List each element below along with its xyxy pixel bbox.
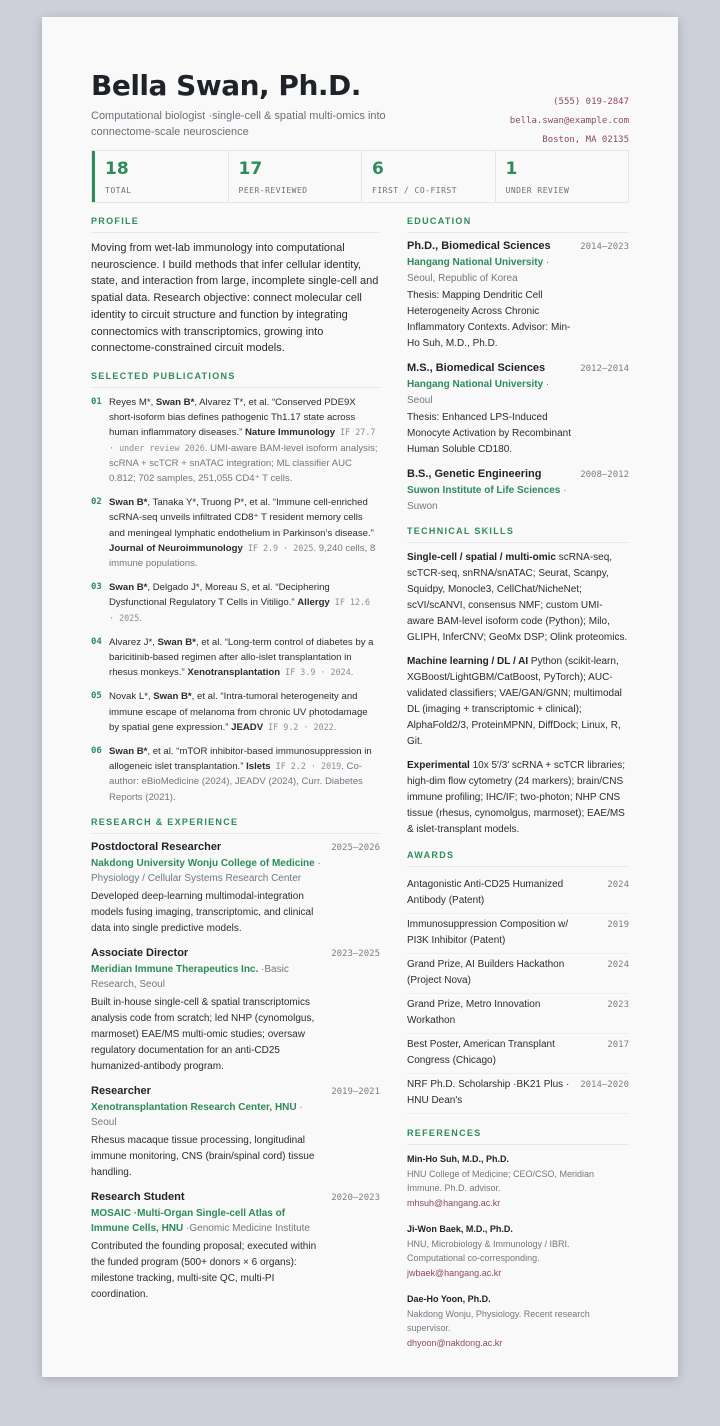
item-header — [407, 240, 629, 252]
item-title: Ph.D., Biomedical Sciences — [407, 240, 551, 252]
item-title: M.S., Biomedical Sciences — [407, 362, 546, 374]
section-title-education: EDUCATION — [407, 216, 629, 233]
resume-page — [42, 17, 678, 1377]
profile-text: Moving from wet-lab immunology into computational neuroscience. I build methods that infer cellular identity, state, and interaction from large, incomplete single-cell and spatial data. Research objective: connect molecular cell identity to circuit structure and function by integrating connectomics with transcriptomics, growing into connectome-constrained circuit models. — [91, 242, 379, 355]
publication-item — [91, 395, 380, 486]
award-item — [407, 1074, 629, 1114]
organization-name: Nakdong University Wonju College of Medicine — [91, 857, 315, 869]
item-header — [91, 1085, 380, 1097]
publication-notes: . — [350, 667, 354, 679]
publication-list — [91, 395, 380, 805]
experience-list — [91, 841, 380, 1303]
organization-detail: ·Basic Research, Seoul — [91, 963, 289, 991]
publication-number: 01 — [91, 396, 102, 407]
item-organization — [91, 1206, 326, 1237]
location: Boston, MA 02135 — [542, 135, 629, 145]
item-date: 2025–2026 — [331, 842, 380, 853]
award-year: 2014–2020 — [580, 1080, 629, 1090]
citation-title: , Alvarez T*, et al. “Conserved PDE9X short-isoform bias defines pathogenic Th1.17 state across human inflammatory diseases.” — [109, 396, 356, 439]
reference-email[interactable]: mhsuh@hangang.ac.kr — [407, 1197, 501, 1208]
award-name: Immunosuppression Composition w/ PI3K Inhibitor (Patent) — [407, 919, 569, 946]
publication-notes: . Co-author: eBioMedicine (2024), JEADV (2024), Curr. Diabetes Reports (2021). — [109, 761, 363, 803]
organization-name: MOSAIC ·Multi-Organ Single-cell Atlas of Immune Cells, HNU — [91, 1207, 286, 1235]
stat-value: 6 — [372, 159, 384, 179]
publication-item — [91, 689, 380, 735]
citation-title: , et al. “Intra-tumoral heterogeneity and immune escape of melanoma from chronic UV photodamage by spatial gene expression.” — [109, 691, 368, 733]
award-name: Grand Prize, Metro Innovation Workathon — [407, 999, 541, 1026]
item-date: 2020–2023 — [331, 1192, 380, 1203]
reference-affiliation: Nakdong Wonju, Physiology. Recent research supervisor. — [407, 1308, 590, 1333]
item-organization — [91, 1100, 326, 1131]
item-description: Developed deep-learning multimodal-integration models fusing imaging, transcriptomic, and clinical data into single predictive models. — [91, 890, 314, 934]
candidate-name: Bella Swan, Ph.D. — [91, 69, 361, 102]
education-item — [407, 240, 629, 352]
item-description: Thesis: Enhanced LPS-Induced Monocyte Activation by Recombinant Human Soluble CD180. — [407, 412, 571, 455]
skill-group — [407, 654, 629, 750]
authors-pre: Reyes M*, — [109, 396, 156, 408]
reference-name: Ji-Won Baek, M.D., Ph.D. — [407, 1224, 513, 1234]
impact-factor: IF 12.6 · 2025 — [109, 597, 371, 623]
tagline: Computational biologist ·single-cell & spatial multi-omics into connectome-scale neuroscience — [91, 110, 386, 138]
author-self: Swan B* — [157, 636, 196, 648]
publication-number: 02 — [91, 497, 102, 508]
publication-citation — [109, 495, 380, 571]
email[interactable]: bella.swan@example.com — [509, 116, 629, 126]
publication-citation — [109, 744, 380, 805]
item-header — [91, 1191, 380, 1203]
citation-title: , Tanaka Y*, Truong P*, et al. “Immune cell-enriched scRNA-seq unveils infiltrated CD8⁺ T resident memory cells and meningeal lymphatic endothelium in Parkinson’s disease.” — [109, 497, 374, 539]
skill-text: Python (scikit-learn, XGBoost/LightGBM/CatBoost, PyTorch); AUC-validated classifiers; VAE/GAN/GNN; multimodal DL (imaging + transcriptomic + clinical); AlphaFold2/3, ProteinMPNN, DiffDock; Linux, R, Git. — [407, 656, 622, 747]
award-item — [407, 994, 629, 1034]
organization-name: Meridian Immune Therapeutics Inc. — [91, 963, 259, 975]
award-year: 2024 — [607, 880, 629, 890]
item-date: 2014–2023 — [580, 242, 629, 252]
journal-name: Islets — [246, 761, 271, 773]
impact-factor: IF 2.2 · 2019 — [270, 761, 342, 772]
organization-detail: · Physiology / Cellular Systems Research Center — [91, 857, 321, 885]
skill-heading: Machine learning / DL / AI — [407, 656, 529, 667]
award-item — [407, 914, 629, 954]
item-header — [91, 841, 380, 853]
item-organization — [407, 483, 577, 514]
phone: (555) 019-2847 — [553, 97, 629, 107]
award-year: 2019 — [607, 920, 629, 930]
experience-item — [91, 1085, 380, 1181]
skills-list — [407, 550, 629, 838]
reference-item — [407, 1292, 629, 1350]
stat-label: UNDER REVIEW — [505, 186, 570, 195]
author-self: Swan B* — [155, 396, 195, 408]
award-item — [407, 874, 629, 914]
item-title: Research Student — [91, 1190, 185, 1203]
item-header — [407, 362, 629, 374]
author-self: Swan B* — [109, 745, 148, 757]
education-item — [407, 362, 629, 458]
reference-name: Dae-Ho Yoon, Ph.D. — [407, 1294, 491, 1304]
item-organization — [407, 377, 577, 408]
publication-citation — [109, 395, 380, 486]
skill-text: 10x 5′/3′ scRNA + scTCR libraries; high-dim flow cytometry (24 markers); brain/CNS immune profiling; IHC/IF; two-photon; NHP CNS tissue (rhesus, cynomolgus, marmoset); EAE/MS & islet-transplant models. — [407, 760, 625, 835]
publication-number: 04 — [91, 636, 102, 647]
item-title: B.S., Genetic Engineering — [407, 468, 542, 480]
stat-label: FIRST / CO-FIRST — [372, 186, 458, 195]
journal-name: Xenotransplantation — [187, 667, 281, 679]
experience-item — [91, 1191, 380, 1303]
citation-title: , et al. “mTOR inhibitor-based immunosuppression in allogeneic islet transplantation.” — [109, 745, 372, 773]
organization-detail: · Seoul — [407, 379, 550, 406]
left-column — [91, 216, 380, 1313]
organization-detail: · Seoul, Republic of Korea — [407, 257, 550, 284]
award-name: Best Poster, American Transplant Congress (Chicago) — [407, 1039, 555, 1066]
award-year: 2023 — [607, 1000, 629, 1010]
award-name: Grand Prize, AI Builders Hackathon (Project Nova) — [407, 959, 565, 986]
reference-name: Min-Ho Suh, M.D., Ph.D. — [407, 1154, 509, 1164]
item-date: 2023–2025 — [331, 948, 380, 959]
publication-citation — [109, 689, 380, 735]
organization-detail: · Seoul — [91, 1101, 303, 1129]
skill-group — [407, 550, 629, 646]
stat-value: 17 — [238, 159, 263, 179]
publication-notes: . UMI-aware BAM-level isoform analysis; scRNA + scTCR + snATAC integration; ML classifier AUC 0.812; 702 samples, 251,055 CD4⁺ T cells. — [109, 442, 378, 484]
awards-list — [407, 874, 629, 1114]
publication-item — [91, 495, 380, 571]
item-header — [407, 468, 629, 480]
impact-factor: IF 2.9 · 2025 — [242, 542, 314, 553]
section-title-experience: RESEARCH & EXPERIENCE — [91, 817, 380, 834]
journal-name: JEADV — [231, 721, 264, 733]
references-list — [407, 1152, 629, 1350]
publication-notes: . 9,240 cells, 8 immune populations. — [109, 542, 376, 569]
citation-title: , et al. “Long-term control of diabetes by a baricitinib-based regimen after allo-islet transplantation in rhesus monkeys.” — [109, 636, 374, 679]
item-title: Researcher — [91, 1084, 151, 1097]
author-self: Swan B* — [109, 497, 148, 509]
stat-label: PEER-REVIEWED — [238, 186, 308, 195]
item-description: Rhesus macaque tissue processing, longitudinal immune monitoring, CNS (brain/spinal cord) tissue handling. — [91, 1134, 315, 1178]
award-name: NRF Ph.D. Scholarship ·BK21 Plus · HNU Dean's — [407, 1079, 570, 1106]
item-description: Thesis: Mapping Dendritic Cell Heterogeneity Across Chronic Inflammatory Contexts. Advisor: Min-Ho Suh, M.D., Ph.D. — [407, 290, 571, 349]
skill-group — [407, 758, 629, 838]
journal-name: Journal of Neuroimmunology — [109, 542, 243, 554]
organization-name: Xenotransplantation Research Center, HNU — [91, 1101, 297, 1113]
item-description: Built in-house single-cell & spatial transcriptomics analysis code from scratch; led NHP (cynomolgus, marmoset) EAE/MS multi-omic studies; oversaw regulatory documentation for an anti-CD25 humanized-antibody program. — [91, 996, 315, 1072]
contact-block — [510, 93, 629, 150]
experience-item — [91, 841, 380, 937]
item-date: 2019–2021 — [331, 1086, 380, 1097]
item-description: Contributed the founding proposal; executed within the funded program (500+ donors × 6 organs): milestone tracking, multi-site QC, multi-PI coordination. — [91, 1240, 317, 1300]
publication-item — [91, 744, 380, 805]
authors-pre: Novak L*, — [109, 691, 154, 703]
award-name: Antagonistic Anti-CD25 Humanized Antibody (Patent) — [407, 879, 564, 906]
section-title-profile: PROFILE — [91, 216, 380, 233]
reference-item — [407, 1222, 629, 1280]
publication-citation — [109, 635, 380, 681]
author-self: Swan B* — [153, 691, 192, 703]
organization-name: Hangang National University — [407, 379, 544, 390]
impact-factor: IF 27.7 · under review 2026 — [109, 427, 376, 453]
publication-number: 03 — [91, 582, 102, 593]
skill-heading: Experimental — [407, 760, 470, 771]
publication-item — [91, 580, 380, 626]
stat-label: TOTAL — [105, 186, 132, 195]
publication-number: 06 — [91, 745, 102, 756]
section-title-references: REFERENCES — [407, 1128, 629, 1145]
item-header — [91, 947, 380, 959]
award-year: 2024 — [607, 960, 629, 970]
organization-detail: ·Genomic Medicine Institute — [183, 1223, 310, 1235]
stat-first-author — [361, 151, 495, 202]
section-title-publications: SELECTED PUBLICATIONS — [91, 371, 380, 388]
reference-item — [407, 1152, 629, 1210]
citation-title: , Delgado J*, Moreau S, et al. “Deciphering Dysfunctional Regulatory T Cells in Vitiligo.” — [109, 582, 330, 609]
impact-factor: IF 3.9 · 2024 — [280, 667, 351, 678]
skill-heading: Single-cell / spatial / multi-omic — [407, 552, 556, 563]
item-date: 2008–2012 — [580, 470, 629, 480]
award-item — [407, 954, 629, 994]
item-organization — [91, 856, 326, 887]
award-item — [407, 1034, 629, 1074]
authors-pre: Alvarez J*, — [109, 636, 158, 648]
publication-stats — [91, 150, 629, 203]
journal-name: Allergy — [297, 597, 330, 609]
item-organization — [91, 962, 326, 993]
stat-value: 18 — [105, 159, 129, 179]
reference-affiliation: HNU College of Medicine; CEO/CSO, Meridian Immune. Ph.D. advisor. — [407, 1168, 595, 1193]
stat-peer-reviewed — [228, 151, 362, 202]
stat-total — [92, 151, 228, 202]
stat-under-review — [495, 151, 629, 202]
award-year: 2017 — [607, 1040, 629, 1050]
section-title-skills: TECHNICAL SKILLS — [407, 526, 629, 543]
reference-email[interactable]: dhyoon@nakdong.ac.kr — [407, 1337, 503, 1348]
organization-name: Suwon Institute of Life Sciences — [407, 485, 561, 496]
skill-text: scRNA-seq, scTCR-seq, snRNA/snATAC; Seurat, Scanpy, Squidpy, Monocle3, CellChat/NicheNet; scVI/scANVI, consensus NMF; custom UMI-aware BAM-level isoform code (Python); Milo, GLIPH, InferCNV; GeoMx DSP; Olink proteomics. — [407, 552, 628, 643]
journal-name: Nature Immunology — [244, 427, 336, 439]
organization-name: Hangang National University — [407, 257, 544, 268]
reference-affiliation: HNU, Microbiology & Immunology / IBRI. Computational co-corresponding. — [407, 1238, 570, 1263]
organization-detail: · Suwon — [407, 485, 567, 512]
experience-item — [91, 947, 380, 1075]
education-item — [407, 468, 629, 514]
publication-notes: . — [139, 612, 142, 624]
item-organization — [407, 255, 577, 286]
item-title: Postdoctoral Researcher — [91, 840, 222, 853]
stat-value: 1 — [505, 159, 518, 179]
publication-number: 05 — [91, 691, 102, 702]
reference-email[interactable]: jwbaek@hangang.ac.kr — [407, 1267, 502, 1278]
section-title-awards: AWARDS — [407, 850, 629, 867]
right-column — [407, 216, 629, 1362]
publication-citation — [109, 580, 380, 626]
impact-factor: IF 9.2 · 2022 — [263, 721, 334, 732]
author-self: Swan B* — [109, 582, 148, 594]
publication-item — [91, 635, 380, 681]
education-list — [407, 240, 629, 514]
item-date: 2012–2014 — [580, 364, 629, 374]
publication-notes: . — [333, 721, 337, 733]
item-title: Associate Director — [91, 946, 189, 959]
